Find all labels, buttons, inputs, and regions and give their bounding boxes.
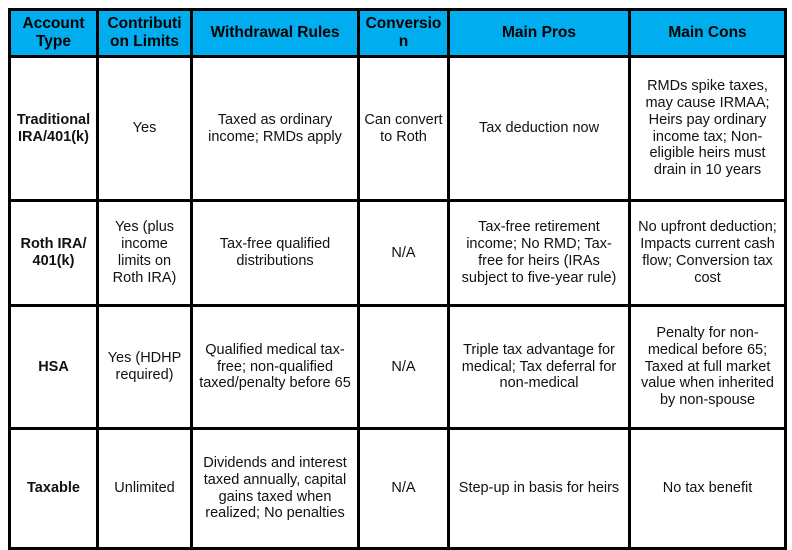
- column-header-account-type: Account Type: [10, 10, 98, 57]
- cell-main-pros: Step-up in basis for heirs: [449, 429, 630, 549]
- cell-main-pros: Triple tax advantage for medical; Tax deferral for non-medical: [449, 306, 630, 429]
- cell-conversion: N/A: [359, 429, 449, 549]
- cell-contribution-limits: Unlimited: [98, 429, 192, 549]
- cell-contribution-limits: Yes (HDHP required): [98, 306, 192, 429]
- column-header-withdrawal-rules: Withdrawal Rules: [192, 10, 359, 57]
- table-row: [10, 57, 786, 201]
- column-header-contribution-limits: Contribution Limits: [98, 10, 192, 57]
- table-header: [10, 10, 786, 57]
- cell-main-pros: Tax-free retirement income; No RMD; Tax-free for heirs (IRAs subject to five-year rule): [449, 201, 630, 306]
- cell-main-cons: No tax benefit: [630, 429, 786, 549]
- cell-contribution-limits: Yes (plus income limits on Roth IRA): [98, 201, 192, 306]
- table-row: [10, 429, 786, 549]
- cell-withdrawal-rules: Qualified medical tax-free; non-qualified taxed/penalty before 65: [192, 306, 359, 429]
- cell-withdrawal-rules: Tax-free qualified distributions: [192, 201, 359, 306]
- cell-account-type: Roth IRA/ 401(k): [10, 201, 98, 306]
- cell-main-cons: RMDs spike taxes, may cause IRMAA; Heirs pay ordinary income tax; Non-eligible heirs must drain in 10 years: [630, 57, 786, 201]
- table-row: [10, 306, 786, 429]
- cell-conversion: Can convert to Roth: [359, 57, 449, 201]
- cell-main-cons: No upfront deduction; Impacts current cash flow; Conversion tax cost: [630, 201, 786, 306]
- header-row: [10, 10, 786, 57]
- column-header-main-pros: Main Pros: [449, 10, 630, 57]
- cell-conversion: N/A: [359, 201, 449, 306]
- cell-conversion: N/A: [359, 306, 449, 429]
- cell-main-pros: Tax deduction now: [449, 57, 630, 201]
- account-type-comparison-table: [8, 8, 787, 550]
- table-body: [10, 57, 786, 549]
- cell-account-type: Traditional IRA/401(k): [10, 57, 98, 201]
- cell-contribution-limits: Yes: [98, 57, 192, 201]
- cell-withdrawal-rules: Dividends and interest taxed annually, capital gains taxed when realized; No penalties: [192, 429, 359, 549]
- cell-account-type: HSA: [10, 306, 98, 429]
- cell-account-type: Taxable: [10, 429, 98, 549]
- table-row: [10, 201, 786, 306]
- cell-withdrawal-rules: Taxed as ordinary income; RMDs apply: [192, 57, 359, 201]
- column-header-conversion: Conversion: [359, 10, 449, 57]
- cell-main-cons: Penalty for non-medical before 65; Taxed at full market value when inherited by non-spouse: [630, 306, 786, 429]
- column-header-main-cons: Main Cons: [630, 10, 786, 57]
